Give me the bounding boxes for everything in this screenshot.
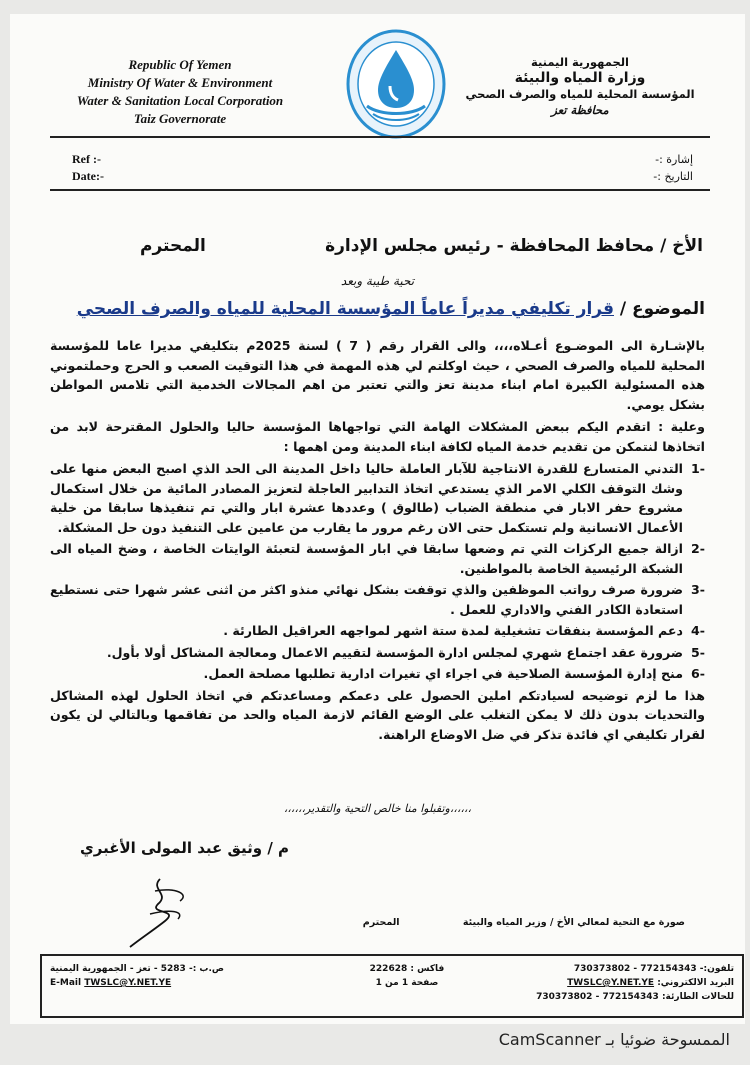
footer-pobox: ص.ب :- 5283 - تعز - الجمهورية اليمنية [50, 964, 224, 974]
list-text: التدني المتسارع للقدرة الانتاجية للآبار العاملة حاليا داخل المدينة الى الحد الذي اصبح البعض منها على وشك التوقف الكلي الامر الذي يستدعي اتخاذ التدابير العاجلة لتعزيز المصادر المائية من خلال استكمال مشروع حفر الابار في منطقة الضباب (طالوق ) وعددها عشرة ابار والتي تم تنفيذها سابقا من خلية الأعمال الانسانية ولم تستكمل حتى الان رغم مرور ما يقارب من عامين على التنفيذ دون حل المشكلة. [50, 461, 683, 535]
cc-respected: المحترم [362, 917, 400, 928]
footer-email-en: TWSLC@Y.NET.YE [84, 978, 172, 988]
handwritten-signature [120, 869, 220, 949]
list-number: -2 [691, 541, 705, 556]
paragraph-conclusion: هذا ما لزم توضيحه لسيادتكم املين الحصول على دعمكم ومساعدتكم في اتخاذ الحلول لهذه المشاكل والتحديات بدون ذلك لا يمكن التغلب على الوضع القائم لازمة المياه والحد من تفاقمها وبالتالي لن يكون لقرار تكليفي اي فائدة تذكر في ضل الاوضاع الراهنة. [50, 687, 705, 742]
carbon-copy [363, 917, 685, 928]
subject-label: الموضوع / [619, 299, 705, 319]
subject-text: قرار تكليفي مديراً عاماً المؤسسة المحلية للمياه والصرف الصحي [76, 299, 614, 319]
header-ar-country: الجمهورية اليمنية [530, 55, 629, 69]
footer-page: صفحة 1 من 1 [375, 978, 439, 988]
header-en-governorate: Taiz Governorate [133, 111, 227, 126]
footer-contacts [474, 962, 734, 1004]
list-number: -4 [691, 623, 705, 638]
list-text: ازالة جميع الركزات التي تم وضعها سابقا في ابار المؤسسة لتعبئة الوايتات الخاصة ، وضخ المياه الى الشبكة الرئيسية الخاصة بالمواطنين. [50, 541, 683, 576]
footer-phone: تلفون:- 772154343 - 730373802 [573, 964, 734, 974]
header-en-country: Republic Of Yemen [128, 57, 232, 72]
header-divider [50, 136, 710, 138]
footer-emergency: للحالات الطارئة: 772154343 - 730373802 [536, 992, 734, 1002]
date-label: Date:- [72, 169, 104, 183]
list-number: -6 [691, 666, 705, 681]
footer-email: TWSLC@Y.NET.YE [567, 978, 655, 988]
date-label-ar: التاريخ :- [653, 170, 693, 183]
list-item [50, 459, 705, 537]
footer-email-en-row [50, 976, 290, 990]
list-text: ضرورة صرف رواتب الموظفين والذي توقفت بشكل نهائي منذو اكثر من اثنى عشر شهرا حتى نستطيع استعادة الكادر الفني والاداري للعمل . [50, 582, 683, 617]
refs-divider [50, 189, 710, 191]
addressee: الأخ / محافظ المحافظة - رئيس مجلس الإدارة [325, 236, 703, 256]
subject-line [77, 299, 705, 319]
closing-salutation: ،،،،،،وتقبلوا منا خالص التحية والتقدير،،،،،، [283, 802, 472, 815]
footer-fax: فاكس : 222628 [369, 964, 445, 974]
list-item [50, 643, 705, 663]
header-ar-ministry: وزارة المياه والبيئة [514, 70, 646, 86]
list-number: -1 [691, 461, 705, 476]
list-item [50, 580, 705, 619]
respected-label: المحترم [140, 236, 206, 256]
greeting: تحية طيبة وبعد [340, 274, 415, 288]
list-number: -5 [691, 644, 705, 660]
list-text: دعم المؤسسة بنفقات تشغيلية لمدة ستة اشهر لمواجهه العراقيل الطارئة . [223, 623, 683, 638]
paragraph-problems: وعلية : اتقدم اليكم ببعض المشكلات الهامة التي تواجهاها المؤسسة حاليا والحلول المقترحة لابد من اتخاذها لنتمكن من تقديم خدمة المياه لكافة ابناء المدينة ومن اهمها : [50, 419, 705, 454]
footer-email-en-label: E-Mail [50, 978, 82, 988]
refs-english [72, 151, 104, 185]
header-en-corporation: Water & Sanitation Local Corporation [76, 93, 284, 108]
ref-label-ar: إشارة :- [655, 153, 693, 166]
footer-email-label: البريد الالكتروني: [657, 978, 734, 988]
letter-page [10, 14, 745, 1024]
footer-box [40, 954, 744, 1018]
header-english [50, 56, 310, 128]
footer-middle [342, 962, 472, 990]
paragraph-intro: بالإشـارة الى الموضـوع أعـلاه،،،، والى القرار رقم ( 7 ) لسنة 2025م بتكليفي مديرا عاما للمؤسسة المحلية للمياه والصرف الصحي ، حيث اوكلتم لي هذه المهمة في هذا التوقيت الصعب و الحرج وحملتموني هذه المسئولية الكبيرة امام ابناء مدينة تعز والتي تعتبر من اهم المجالات الخدمية التي تلامس المواطن بشكل يومي. [50, 338, 705, 412]
header-arabic [445, 54, 715, 118]
list-item [50, 621, 705, 641]
corporation-logo [345, 28, 447, 140]
list-text: منح إدارة المؤسسة الصلاحية في اجراء اي تغيرات ادارية تطلبها مصلحة العمل. [203, 666, 683, 681]
footer-left [50, 962, 290, 990]
signer-name: م / وثيق عبد المولى الأغبري [80, 839, 290, 857]
refs-arabic [653, 151, 693, 185]
list-item [50, 539, 705, 578]
footer-email-row [474, 976, 734, 990]
list-number: -3 [691, 582, 705, 597]
header-ar-corporation: المؤسسة المحلية للمياه والصرف الصحي [465, 87, 695, 101]
letter-body [50, 336, 705, 747]
ref-label: Ref :- [72, 152, 101, 166]
cc-text: صورة مع التحية لمعالي الأخ / وزير المياه والبيئة [462, 917, 685, 928]
header-en-ministry: Ministry Of Water & Environment [87, 75, 273, 90]
camscanner-watermark: الممسوحة ضوئيا بـ CamScanner [498, 1030, 730, 1049]
list-item [50, 664, 705, 684]
header-ar-governorate: محافظة تعز [551, 103, 609, 117]
list-text: ضرورة عقد اجتماع شهري لمجلس ادارة المؤسسة لتقييم الاعمال ومعالجة المشاكل أولا بأول. [106, 644, 683, 660]
problems-list [50, 459, 705, 684]
